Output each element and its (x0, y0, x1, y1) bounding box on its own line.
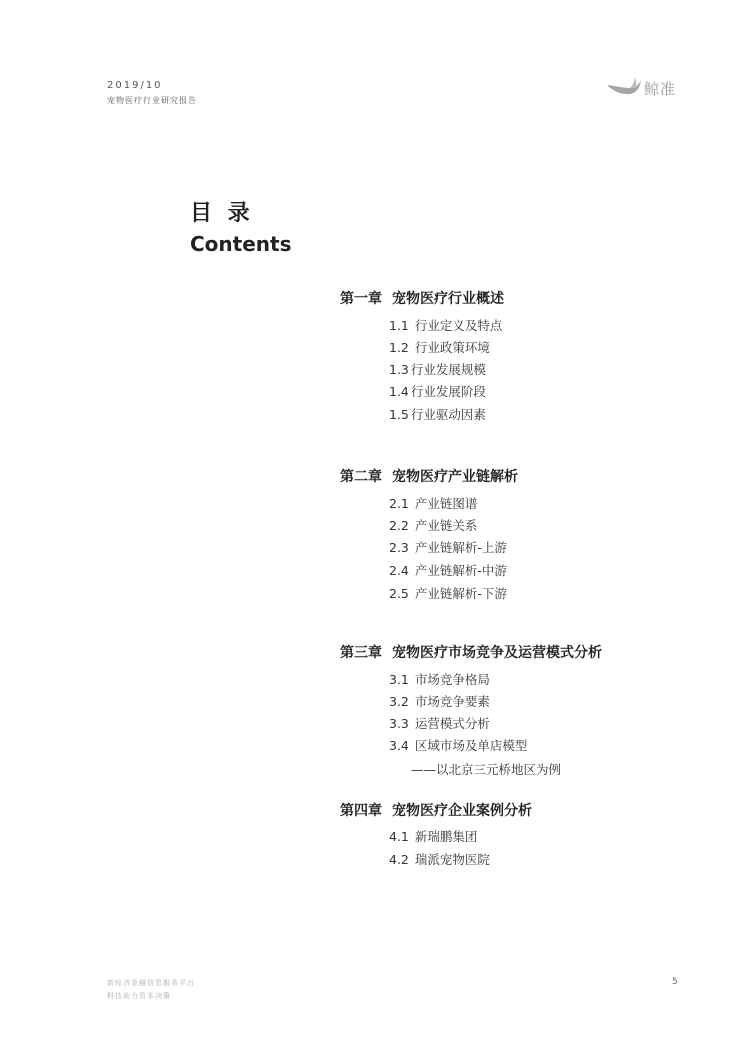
toc-item-2-4[interactable] (389, 561, 507, 579)
chapter-1-heading[interactable] (340, 288, 504, 308)
item-title: 产业链解析-中游 (414, 563, 507, 578)
logo-text: 鲸准 (644, 80, 677, 98)
item-title: 产业链关系 (414, 518, 478, 533)
item-number: 3.4 (389, 738, 409, 753)
chapter-3-heading[interactable] (340, 642, 602, 662)
toc-item-4-1[interactable] (389, 827, 477, 845)
item-title: 行业发展规模 (410, 362, 486, 377)
footer-tagline-1: 新经济金融信息服务平台 (107, 979, 195, 987)
toc-item-3-4-continuation: ——以北京三元桥地区为例 (411, 762, 562, 777)
chapter-number: 第四章 (340, 803, 382, 819)
footer-tagline-2: 科技助力资本决策 (107, 992, 171, 1000)
item-title: 区域市场及单店模型 (414, 738, 528, 753)
whale-icon (606, 76, 642, 100)
toc-item-3-4[interactable] (389, 736, 527, 754)
chapter-title: 宠物医疗企业案例分析 (392, 803, 532, 819)
item-title: 市场竞争格局 (414, 672, 490, 687)
toc-item-1-2[interactable] (389, 338, 490, 356)
chapter-title: 宠物医疗行业概述 (392, 291, 504, 307)
chapter-title: 宠物医疗市场竞争及运营模式分析 (392, 645, 602, 661)
item-title: 新瑞鹏集团 (414, 829, 478, 844)
toc-title-en: Contents (190, 232, 292, 256)
item-number: 1.2 (389, 340, 409, 355)
toc-item-3-3[interactable] (389, 714, 490, 732)
item-number: 2.5 (389, 586, 409, 601)
toc-item-1-4[interactable] (389, 382, 486, 400)
item-title: 行业定义及特点 (414, 318, 503, 333)
item-number: 1.3 (389, 362, 409, 377)
item-number: 3.3 (389, 716, 409, 731)
page-number: 5 (672, 977, 678, 987)
item-title: 产业链解析-上游 (414, 540, 507, 555)
item-number: 3.2 (389, 694, 409, 709)
item-number: 1.5 (389, 407, 409, 422)
item-title: 市场竞争要素 (414, 694, 490, 709)
toc-title-cn: 目 录 (190, 201, 254, 226)
toc-item-2-3[interactable] (389, 538, 507, 556)
item-title: 行业发展阶段 (410, 384, 486, 399)
item-number: 4.2 (389, 852, 409, 867)
chapter-4-heading[interactable] (340, 800, 532, 820)
item-number: 2.1 (389, 496, 409, 511)
header-date: 2019/10 (107, 80, 163, 91)
item-number: 2.4 (389, 563, 409, 578)
toc-item-2-2[interactable] (389, 516, 477, 534)
toc-item-1-3[interactable] (389, 360, 486, 378)
toc-item-2-5[interactable] (389, 584, 507, 602)
toc-item-1-1[interactable] (389, 316, 502, 334)
toc-item-2-1[interactable] (389, 494, 477, 512)
toc-item-3-1[interactable] (389, 670, 490, 688)
chapter-number: 第一章 (340, 291, 382, 307)
item-title: 运营模式分析 (414, 716, 490, 731)
item-number: 4.1 (389, 829, 409, 844)
item-title: 行业政策环境 (414, 340, 490, 355)
chapter-2-heading[interactable] (340, 466, 518, 486)
header-report-title: 宠物医疗行业研究报告 (107, 96, 197, 105)
item-title: 行业驱动因素 (410, 407, 486, 422)
toc-item-1-5[interactable] (389, 405, 486, 423)
toc-item-3-2[interactable] (389, 692, 490, 710)
chapter-title: 宠物医疗产业链解析 (392, 469, 518, 485)
item-number: 1.1 (389, 318, 409, 333)
item-title: 产业链解析-下游 (414, 586, 507, 601)
chapter-number: 第二章 (340, 469, 382, 485)
chapter-number: 第三章 (340, 645, 382, 661)
item-number: 3.1 (389, 672, 409, 687)
item-title: 产业链图谱 (414, 496, 478, 511)
item-number: 1.4 (389, 384, 409, 399)
item-number: 2.3 (389, 540, 409, 555)
toc-item-4-2[interactable] (389, 850, 490, 868)
item-title: 瑞派宠物医院 (414, 852, 490, 867)
item-number: 2.2 (389, 518, 409, 533)
brand-logo (606, 76, 686, 102)
